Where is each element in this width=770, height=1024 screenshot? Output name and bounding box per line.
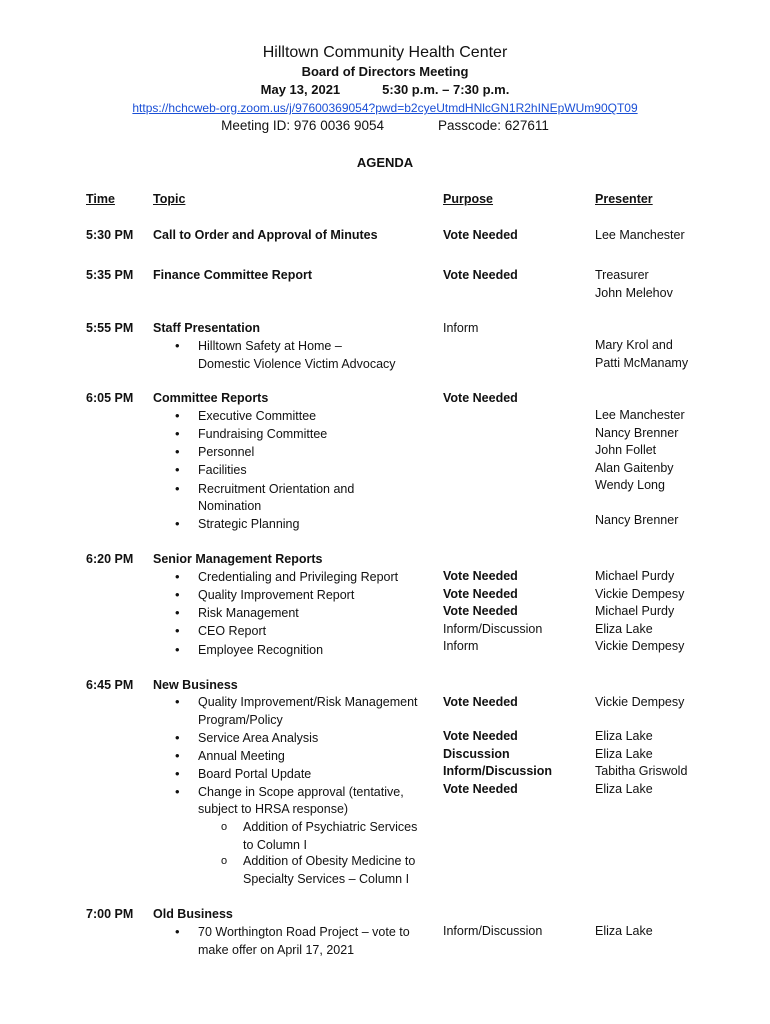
list-item: subject to HRSA response) (198, 802, 349, 816)
row-purpose: Vote Needed (443, 587, 518, 601)
row-presenter: Eliza Lake (595, 622, 653, 636)
row-presenter: Vickie Dempesy (595, 695, 685, 709)
row-time: 5:35 PM (86, 268, 134, 282)
row-purpose: Vote Needed (443, 695, 518, 709)
zoom-link[interactable]: https://hchcweb-org.zoom.us/j/97600369054?pwd=b2cyeUtmdHNlcGN1R2hINEpWUm90QT09 (132, 101, 638, 115)
list-item: Domestic Violence Victim Advocacy (198, 357, 396, 371)
row-presenter: John Follet (595, 443, 657, 457)
list-item: • 70 Worthington Road Project – vote to (198, 923, 410, 941)
list-item: • Quality Improvement Report (198, 586, 354, 604)
row-purpose: Discussion (443, 747, 510, 761)
row-time: 6:20 PM (86, 552, 134, 566)
sub-list-item: Specialty Services – Column I (243, 872, 410, 886)
row-presenter: Mary Krol and (595, 338, 673, 352)
list-item: • Employee Recognition (198, 641, 323, 659)
row-presenter: Lee Manchester (595, 408, 685, 422)
row-purpose: Inform/Discussion (443, 764, 553, 778)
row-presenter: Vickie Dempesy (595, 587, 685, 601)
col-header-time: Time (86, 192, 115, 206)
row-presenter: Michael Purdy (595, 569, 675, 583)
list-item: • Personnel (198, 443, 254, 461)
list-item: • Annual Meeting (198, 747, 285, 765)
row-time: 5:30 PM (86, 228, 134, 242)
passcode: Passcode: 627611 (438, 118, 549, 133)
list-item: • Strategic Planning (198, 515, 299, 533)
row-presenter: John Melehov (595, 286, 673, 300)
list-item: • Hilltown Safety at Home – (198, 337, 342, 355)
row-presenter: Eliza Lake (595, 924, 653, 938)
row-presenter: Patti McManamy (595, 356, 689, 370)
row-topic: Old Business (153, 907, 233, 921)
row-presenter: Eliza Lake (595, 729, 653, 743)
list-item: • Fundraising Committee (198, 425, 327, 443)
row-time: 5:55 PM (86, 321, 134, 335)
row-purpose: Vote Needed (443, 391, 518, 405)
row-purpose: Vote Needed (443, 228, 518, 242)
row-purpose: Inform/Discussion (443, 622, 543, 636)
row-presenter: Lee Manchester (595, 228, 685, 242)
meeting-time: 5:30 p.m. – 7:30 p.m. (382, 82, 510, 97)
org-title: Hilltown Community Health Center (262, 44, 508, 61)
list-item: • Change in Scope approval (tentative, (198, 783, 404, 801)
meeting-id: Meeting ID: 976 0036 9054 (221, 118, 385, 133)
list-item: • Credentialing and Privileging Report (198, 568, 398, 586)
row-topic: New Business (153, 678, 238, 692)
row-time: 7:00 PM (86, 907, 134, 921)
row-purpose: Inform/Discussion (443, 924, 543, 938)
row-purpose: Vote Needed (443, 604, 518, 618)
list-item: • Board Portal Update (198, 765, 311, 783)
col-header-presenter: Presenter (595, 192, 653, 206)
row-purpose: Vote Needed (443, 782, 518, 796)
meeting-credentials (0, 118, 770, 133)
list-item: • Recruitment Orientation and (198, 480, 354, 498)
row-topic: Committee Reports (153, 391, 269, 405)
row-time: 6:45 PM (86, 678, 134, 692)
row-topic: Finance Committee Report (153, 268, 313, 282)
row-purpose: Vote Needed (443, 268, 518, 282)
row-time: 6:05 PM (86, 391, 134, 405)
list-item: • Service Area Analysis (198, 729, 318, 747)
row-presenter: Wendy Long (595, 478, 665, 492)
meeting-title: Board of Directors Meeting (301, 64, 469, 79)
row-purpose: Vote Needed (443, 729, 518, 743)
row-presenter: Nancy Brenner (595, 426, 679, 440)
row-topic: Senior Management Reports (153, 552, 323, 566)
row-presenter: Tabitha Griswold (595, 764, 688, 778)
agenda-heading: AGENDA (356, 155, 414, 170)
row-topic: Staff Presentation (153, 321, 260, 335)
list-item: make offer on April 17, 2021 (198, 943, 355, 957)
list-item: Nomination (198, 499, 262, 513)
sub-list-item: o Addition of Obesity Medicine to (243, 852, 415, 870)
sub-list-item: o Addition of Psychiatric Services (243, 818, 417, 836)
row-topic: Call to Order and Approval of Minutes (153, 228, 378, 242)
row-presenter: Nancy Brenner (595, 513, 679, 527)
list-item: • Quality Improvement/Risk Management (198, 693, 418, 711)
list-item: • CEO Report (198, 622, 266, 640)
row-presenter: Treasurer (595, 268, 649, 282)
row-purpose: Vote Needed (443, 569, 518, 583)
row-presenter: Eliza Lake (595, 747, 653, 761)
sub-list-item: to Column I (243, 838, 307, 852)
list-item: • Risk Management (198, 604, 299, 622)
list-item: • Facilities (198, 461, 247, 479)
row-presenter: Vickie Dempesy (595, 639, 685, 653)
list-item: • Executive Committee (198, 407, 316, 425)
row-presenter: Alan Gaitenby (595, 461, 674, 475)
row-purpose: Inform (443, 639, 479, 653)
meeting-datetime (0, 82, 770, 97)
meeting-date: May 13, 2021 (260, 82, 341, 97)
row-purpose: Inform (443, 321, 479, 335)
row-presenter: Eliza Lake (595, 782, 653, 796)
row-presenter: Michael Purdy (595, 604, 675, 618)
list-item: Program/Policy (198, 713, 283, 727)
col-header-purpose: Purpose (443, 192, 494, 206)
col-header-topic: Topic (153, 192, 186, 206)
